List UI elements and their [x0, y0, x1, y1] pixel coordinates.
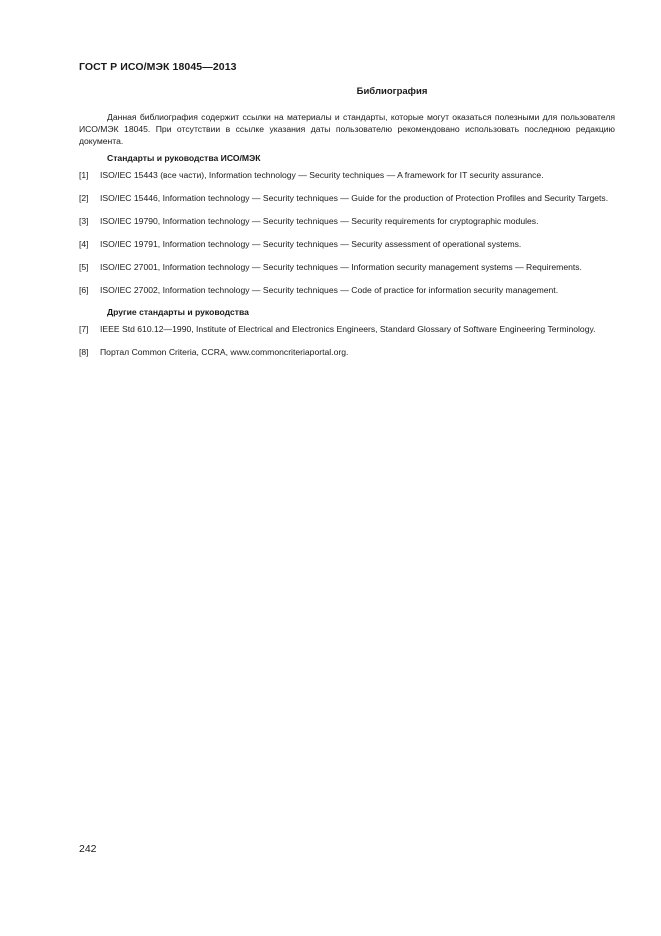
reference-text: Портал Common Criteria, CCRA, www.commoncriteriaportal.org.	[100, 347, 349, 357]
reference-text: ISO/IEC 15446, Information technology — Security techniques — Guide for the production of Protection Profiles and Security Targets.	[100, 193, 609, 203]
reference-number: [6]	[79, 285, 89, 295]
reference-number: [7]	[79, 324, 89, 334]
reference-list	[79, 169, 615, 296]
reference-item-3	[79, 215, 615, 227]
reference-item-7	[79, 323, 615, 335]
reference-item-1	[79, 169, 615, 181]
bibliography-title: Библиография	[356, 86, 428, 97]
reference-item-4	[79, 238, 615, 250]
reference-text: ISO/IEC 15443 (все части), Information technology — Security techniques — A framework for IT security assurance.	[100, 170, 544, 180]
reference-number: [4]	[79, 239, 89, 249]
reference-text: ISO/IEC 27002, Information technology — Security techniques — Code of practice for information security management.	[100, 285, 559, 295]
bibliography-intro: Данная библиография содержит ссылки на материалы и стандарты, которые могут оказаться полезными для пользователя ИСО/МЭК 18045. При отсутствии в ссылке указания даты пользователю рекомендовано использовать последнюю редакцию документа.	[79, 112, 615, 146]
reference-number: [3]	[79, 216, 89, 226]
reference-item-6	[79, 284, 615, 296]
other-standards-section	[79, 307, 615, 358]
reference-text: IEEE Std 610.12—1990, Institute of Electrical and Electronics Engineers, Standard Glossary of Software Engineering Terminology.	[100, 324, 596, 334]
section-heading-other: Другие стандарты и руководства	[107, 307, 249, 317]
page-number: 242	[79, 843, 97, 855]
reference-text: ISO/IEC 19791, Information technology — Security techniques — Security assessment of operational systems.	[100, 239, 522, 249]
reference-list	[79, 323, 615, 358]
iso-iec-standards-section	[79, 153, 615, 296]
bibliography-section	[79, 86, 615, 369]
reference-text: ISO/IEC 19790, Information technology — Security techniques — Security requirements for cryptographic modules.	[100, 216, 539, 226]
reference-text: ISO/IEC 27001, Information technology — Security techniques — Information security management systems — Requirements.	[100, 262, 582, 272]
reference-item-2	[79, 192, 615, 204]
section-heading-iso-iec: Стандарты и руководства ИСО/МЭК	[107, 153, 261, 163]
reference-item-8	[79, 346, 615, 358]
reference-number: [8]	[79, 347, 89, 357]
reference-number: [2]	[79, 193, 89, 203]
reference-item-5	[79, 261, 615, 273]
reference-number: [1]	[79, 170, 89, 180]
reference-number: [5]	[79, 262, 89, 272]
document-code-header: ГОСТ Р ИСО/МЭК 18045—2013	[79, 61, 237, 73]
